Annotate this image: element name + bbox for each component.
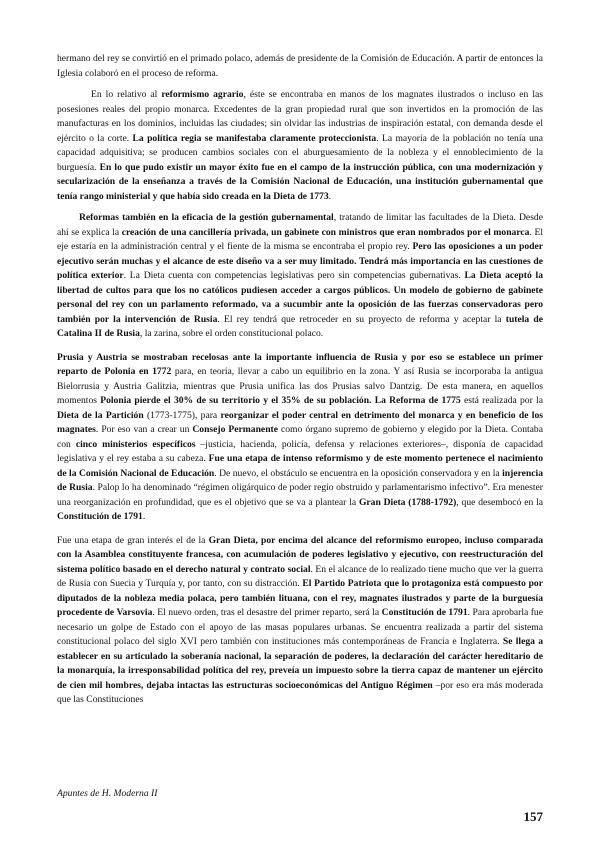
paragraph-gestion-gubernamental bbox=[57, 211, 543, 342]
bold-text-segment: Polonia pierde el 30% de su territorio y el 35% de su población. La Reforma de 1775 bbox=[100, 395, 461, 406]
footer-note: Apuntes de H. Moderna II bbox=[57, 788, 158, 799]
bold-text-segment: reformismo agrario bbox=[161, 89, 244, 100]
text-segment: , que desembocó en la bbox=[456, 496, 544, 508]
text-segment: . El nuevo orden, tras el desastre del primer reparto, será la bbox=[152, 607, 382, 618]
text-segment: como órgano supremo de gobierno y elegido por la Dieta. Contaba con bbox=[57, 424, 543, 450]
text-segment: Fue una etapa de gran interés el de la bbox=[57, 534, 209, 546]
bold-text-segment: La Dieta aceptó la libertad de cultos para que los no católicos pudiesen acceder a cargos públicos. Un modelo de gobierno de gabinete personal del rey con un parlamento reformado, va a sucumbir ante la oposición de las fuerzas conservadoras pero también por la intervención de Rusia bbox=[57, 270, 543, 325]
text-segment: . En el alcance de lo realizado tiene mucho que ver la guerra de Rusia con Suecia y Turquía y, por tanto, con su distracción. bbox=[57, 563, 543, 589]
text-segment: . Palop lo ha denominado “régimen oligárquico de poder regio obstruido y parlamentarismo infectivo”. Era menester una reorganización en profundidad, que es el objetivo que se va a plantear la bbox=[57, 482, 543, 508]
text-segment: . La mayoría de la población no tenía una capacidad adquisitiva; se producen cambios sociales con el aburguesamiento de la nobleza y el ennoblecimiento de la burguesía. bbox=[57, 132, 543, 173]
text-segment: –por eso era más moderada que las Constituciones bbox=[57, 679, 543, 705]
bold-text-segment: Pero las oposiciones a un poder ejecutivo serán muchas y el alcance de este diseño va a ser muy limitado. Tendrá más importancia en las cuestiones de política exterior bbox=[57, 241, 543, 281]
text-segment: (1773-1775), para bbox=[143, 409, 221, 421]
bold-text-segment: Prusia y Austria se mostraban recelosas ante la importante influencia de Rusia y por eso se establece un primer reparto de Polonia en 1772 bbox=[57, 351, 543, 377]
bold-text-segment: Reformas también en la eficacia de la gestión gubernamental bbox=[79, 212, 334, 223]
bold-text-segment: cinco ministerios específicos bbox=[75, 438, 196, 450]
text-segment: . De nuevo, el obstáculo se encuentra en la oposición conservadora y en la bbox=[214, 467, 503, 479]
paragraph-continuation bbox=[57, 52, 543, 81]
bold-text-segment: La política regia se manifestaba claramente proteccionista bbox=[132, 132, 377, 144]
text-segment: . Para aprobarla fue necesario un golpe de Estado con el apoyo de las masas populares urbanas. Se encuentra realizada a partir del sistema constitucional polaco del siglo XVI pero también con instituciones más contemporáneas de Francia e Inglaterra. bbox=[57, 607, 543, 647]
text-segment: . El rey tendrá que retroceder en su proyecto de reforma y aceptar la bbox=[217, 313, 506, 325]
bold-text-segment: reorganizar el poder central en detrimento del monarca y en beneficio de los magnates bbox=[57, 409, 543, 435]
bold-text-segment: injerencia de Rusia bbox=[57, 467, 543, 493]
bold-text-segment: Gran Dieta (1788-1792) bbox=[358, 496, 457, 508]
bold-text-segment: Constitución de 1791 bbox=[381, 607, 468, 618]
text-segment: . Por eso van a crear un bbox=[95, 424, 193, 435]
text-segment: hermano del rey se convirtió en el primado polaco, además de presidente de la Comisión de Educación. A partir de entonces la Iglesia colaboró en el proceso de reforma. bbox=[57, 53, 543, 79]
bold-text-segment: Dieta de la Partición bbox=[57, 409, 144, 421]
text-segment: . La Dieta cuenta con competencias legislativas pero sin competencias gubernativas. bbox=[123, 270, 465, 281]
paragraph-primer-reparto bbox=[57, 351, 543, 525]
bold-text-segment: creación de una cancillería privada, un gabinete con ministros que eran nombrados por el monarca bbox=[121, 226, 530, 238]
text-segment: , la zarina, sobre el orden constitucional polaco. bbox=[139, 328, 324, 339]
paragraph-gran-dieta bbox=[57, 534, 543, 708]
text-segment: , éste se encontraba en manos de los magnates ilustrados o incluso en las posesiones reales del propio monarca. Excedentes de la gran propiedad rural que son invertidos en la promoción de las manufacturas en los dominios, incluidas las ciudades; sin olvidar las industrias de inspiración estatal, con demanda desde el ejército o la corte. bbox=[57, 89, 543, 144]
text-segment: . bbox=[328, 190, 332, 202]
text-segment: –justicia, hacienda, policía, defensa y relaciones exteriores–, disponía de capacidad legislativa y el rey estaba a su cabeza. bbox=[57, 438, 543, 464]
bold-text-segment: Gran Dieta, por encima del alcance del reformismo europeo, incluso comparada con la Asamblea constituyente francesa, con acumulación de poderes legislativo y ejecutivo, con reestructuración del sistema político basado en el derecho natural y contrato social bbox=[57, 534, 543, 575]
text-segment: está realizada por la bbox=[460, 395, 543, 406]
bold-text-segment: En lo que pudo existir un mayor éxito fue en el campo de la instrucción pública, con una modernización y secularización de la enseñanza a través de la Comisión Nacional de Educación, una institución gubernamental que tenía rango ministerial y que había sido creada en la Dieta de 1773 bbox=[57, 161, 543, 202]
text-segment: . bbox=[142, 511, 146, 522]
bold-text-segment: El Partido Patriota que lo protagoniza está compuesto por diputados de la nobleza media polaca, pero también lituana, con el rey, magnates ilustrados y parte de la burguesía procedente de Varsovia bbox=[57, 578, 543, 618]
bold-text-segment: Constitución de 1791 bbox=[57, 511, 143, 522]
text-segment: , tratando de limitar las facultades de la Dieta. Desde ahí se explica la bbox=[57, 212, 543, 238]
document-body bbox=[57, 52, 543, 708]
page-number: 157 bbox=[523, 809, 543, 824]
bold-text-segment: Consejo Permanente bbox=[192, 424, 278, 435]
paragraph-reformismo-agrario bbox=[57, 88, 543, 204]
bold-text-segment: Se llega a establecer en su articulado la soberanía nacional, la separación de poderes, la declaración del carácter hereditario de la monarquía, la irresponsabilidad política del rey, preveía un impuesto sobre la tierra capaz de mantener un ejército de cien mil hombres, dejaba intactas las estructuras socioeconómicas del Antiguo Régimen bbox=[57, 636, 543, 691]
text-segment: . El eje estaría en la administración central y el fiente de la misma se encontraba el propio rey. bbox=[57, 226, 543, 252]
bold-text-segment: Fue una etapa de intenso reformismo y de este momento pertenece el nacimiento de la Comisión Nacional de Educación bbox=[57, 453, 543, 479]
text-segment: En lo relativo al bbox=[91, 89, 162, 100]
bold-text-segment: tutela de Catalina II de Rusia bbox=[57, 313, 543, 339]
text-segment: para, en teoría, llevar a cabo un equilibrio en la zona. Y así Rusia se incorporaba la antigua Bielorrusia y Austria Galitzia, mientras que Prusia unifica las dos Prusias salvo Dantzig. De esta manera, en aquellos momentos bbox=[57, 366, 543, 406]
